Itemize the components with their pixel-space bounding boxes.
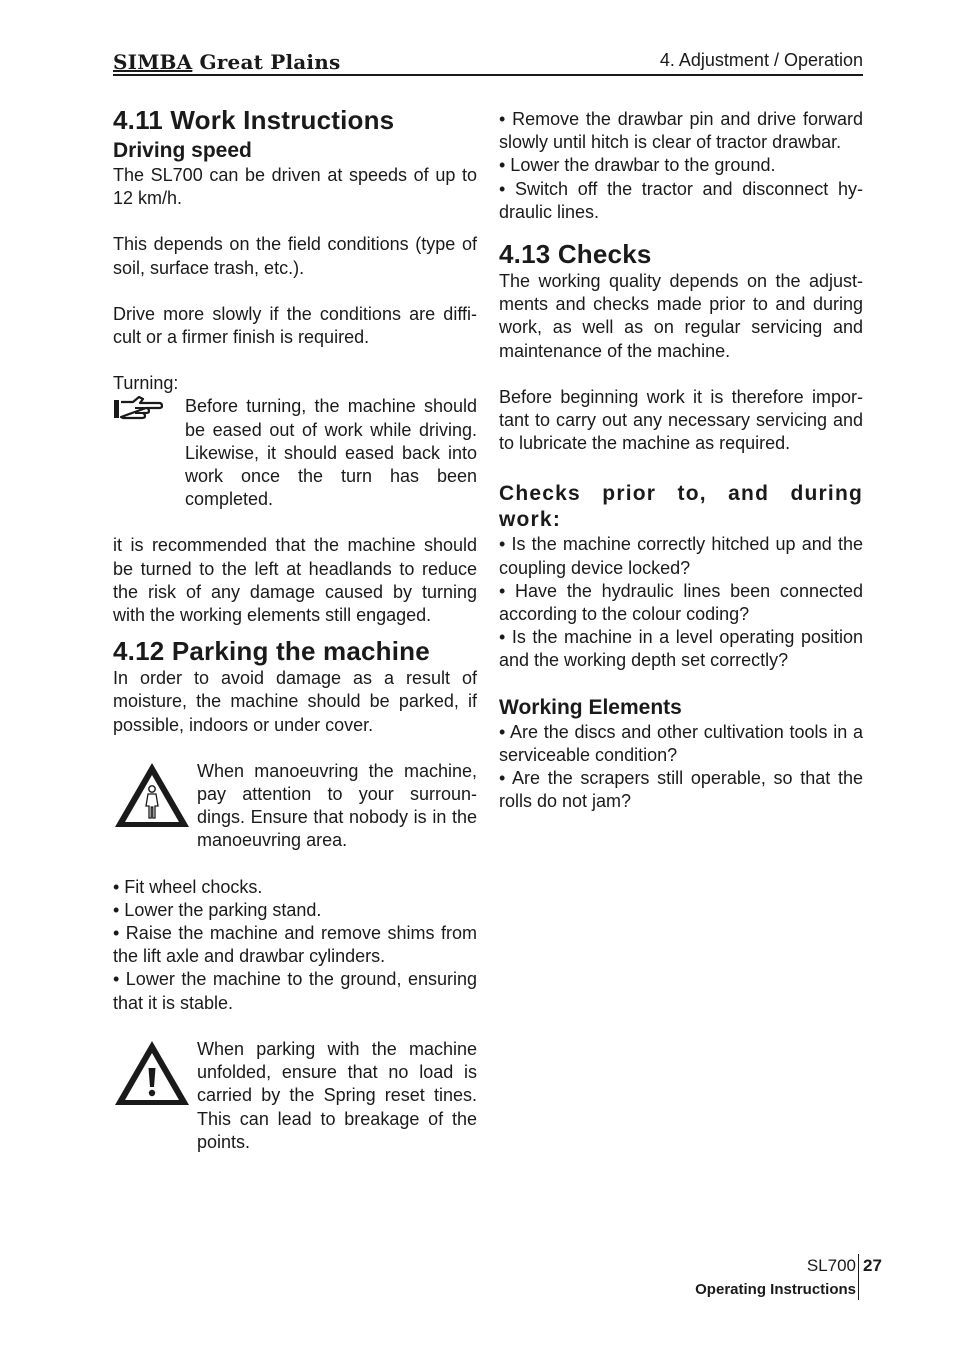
warning-parking-text: When parking with the machine unfolded, ensure that no load is carried by the Spring reset tines. This can lead to breakage of the points.: [197, 1038, 477, 1152]
right-column: [499, 108, 863, 813]
page-header: [113, 48, 863, 76]
warning-exclamation-icon: [113, 1092, 191, 1112]
note-turning: [113, 395, 477, 511]
page-number: 27: [863, 1256, 882, 1275]
warning-person-icon: [113, 814, 191, 834]
note-turning-text: Before turning, the machine should be eased out of work while driving. Likewise, it should eased back into work once the turn has been completed.: [185, 396, 477, 510]
paragraph-conditions: This depends on the field conditions (type of soil, surface trash, etc.).: [113, 234, 477, 278]
bullet-wheel-chocks: • Fit wheel chocks.: [113, 876, 263, 897]
bullet-lower-machine: • Lower the machine to the ground, ensuring that it is stable.: [113, 969, 477, 1013]
check-level: • Is the machine in a level operating position and the working depth set correctly?: [499, 627, 863, 671]
paragraph-working-quality: The working quality depends on the adjust-ments and checks made prior to and during work, as well as on regular servicing and maintenance of the machine.: [499, 271, 863, 361]
paragraph-speed: The SL700 can be driven at speeds of up to 12 km/h.: [113, 165, 477, 209]
heading-checks: 4.13 Checks: [499, 239, 652, 270]
check-discs: • Are the discs and other cultivation tools in a serviceable condition?: [499, 721, 863, 765]
left-column: [113, 104, 477, 1154]
paragraph-before-work: Before beginning work it is therefore impor-tant to carry out any necessary servicing and to lubricate the machine as required.: [499, 386, 863, 454]
footer-divider: [858, 1254, 859, 1300]
warning-manoeuvre-text: When manoeuvring the machine, pay attention to your surroun-dings. Ensure that nobody is in the manoeuvring area.: [197, 760, 477, 851]
check-hitched: • Is the machine correctly hitched up and the coupling device locked?: [499, 534, 863, 578]
pointing-hand-icon: [113, 407, 163, 427]
check-hydraulics: • Have the hydraulic lines been connected according to the colour coding?: [499, 580, 863, 625]
warning-manoeuvre: [113, 760, 477, 853]
bullet-parking-stand: • Lower the parking stand.: [113, 899, 322, 920]
bullet-lower-drawbar: • Lower the drawbar to the ground.: [499, 155, 776, 176]
footer-model: SL700: [806, 1256, 856, 1275]
paragraph-moisture: In order to avoid damage as a result of moisture, the machine should be parked, if possible, indoors or under cover.: [113, 668, 477, 735]
heading-checks-prior: Checks prior to, and during work:: [499, 482, 863, 532]
brand-logo: SIMBA Great Plains: [113, 50, 341, 74]
bullet-drawbar-pin: • Remove the drawbar pin and drive forward slowly until hitch is clear of tractor drawbar.: [499, 109, 863, 153]
chapter-label: 4. Adjustment / Operation: [659, 50, 863, 70]
bullet-remove-shims: • Raise the machine and remove shims from the lift axle and drawbar cylinders.: [113, 923, 477, 967]
bullet-switch-off: • Switch off the tractor and disconnect hy-draulic lines.: [499, 178, 863, 222]
heading-parking: 4.12 Parking the machine: [113, 636, 430, 667]
paragraph-drive-slowly: Drive more slowly if the conditions are diffi-cult or a firmer finish is required.: [113, 303, 477, 348]
heading-work-instructions: 4.11 Work Instructions: [113, 105, 395, 135]
heading-driving-speed: Driving speed: [113, 139, 252, 162]
label-turning: Turning:: [113, 373, 179, 394]
check-scrapers: • Are the scrapers still operable, so that the rolls do not jam?: [499, 768, 863, 812]
paragraph-headlands: it is recommended that the machine should be turned to the left at headlands to reduce the risk of any damage caused by turning with the working elements still engaged.: [113, 535, 477, 626]
heading-working-elements: Working Elements: [499, 695, 682, 719]
warning-parking: [113, 1038, 477, 1154]
footer-document-title: Operating Instructions: [695, 1281, 856, 1298]
